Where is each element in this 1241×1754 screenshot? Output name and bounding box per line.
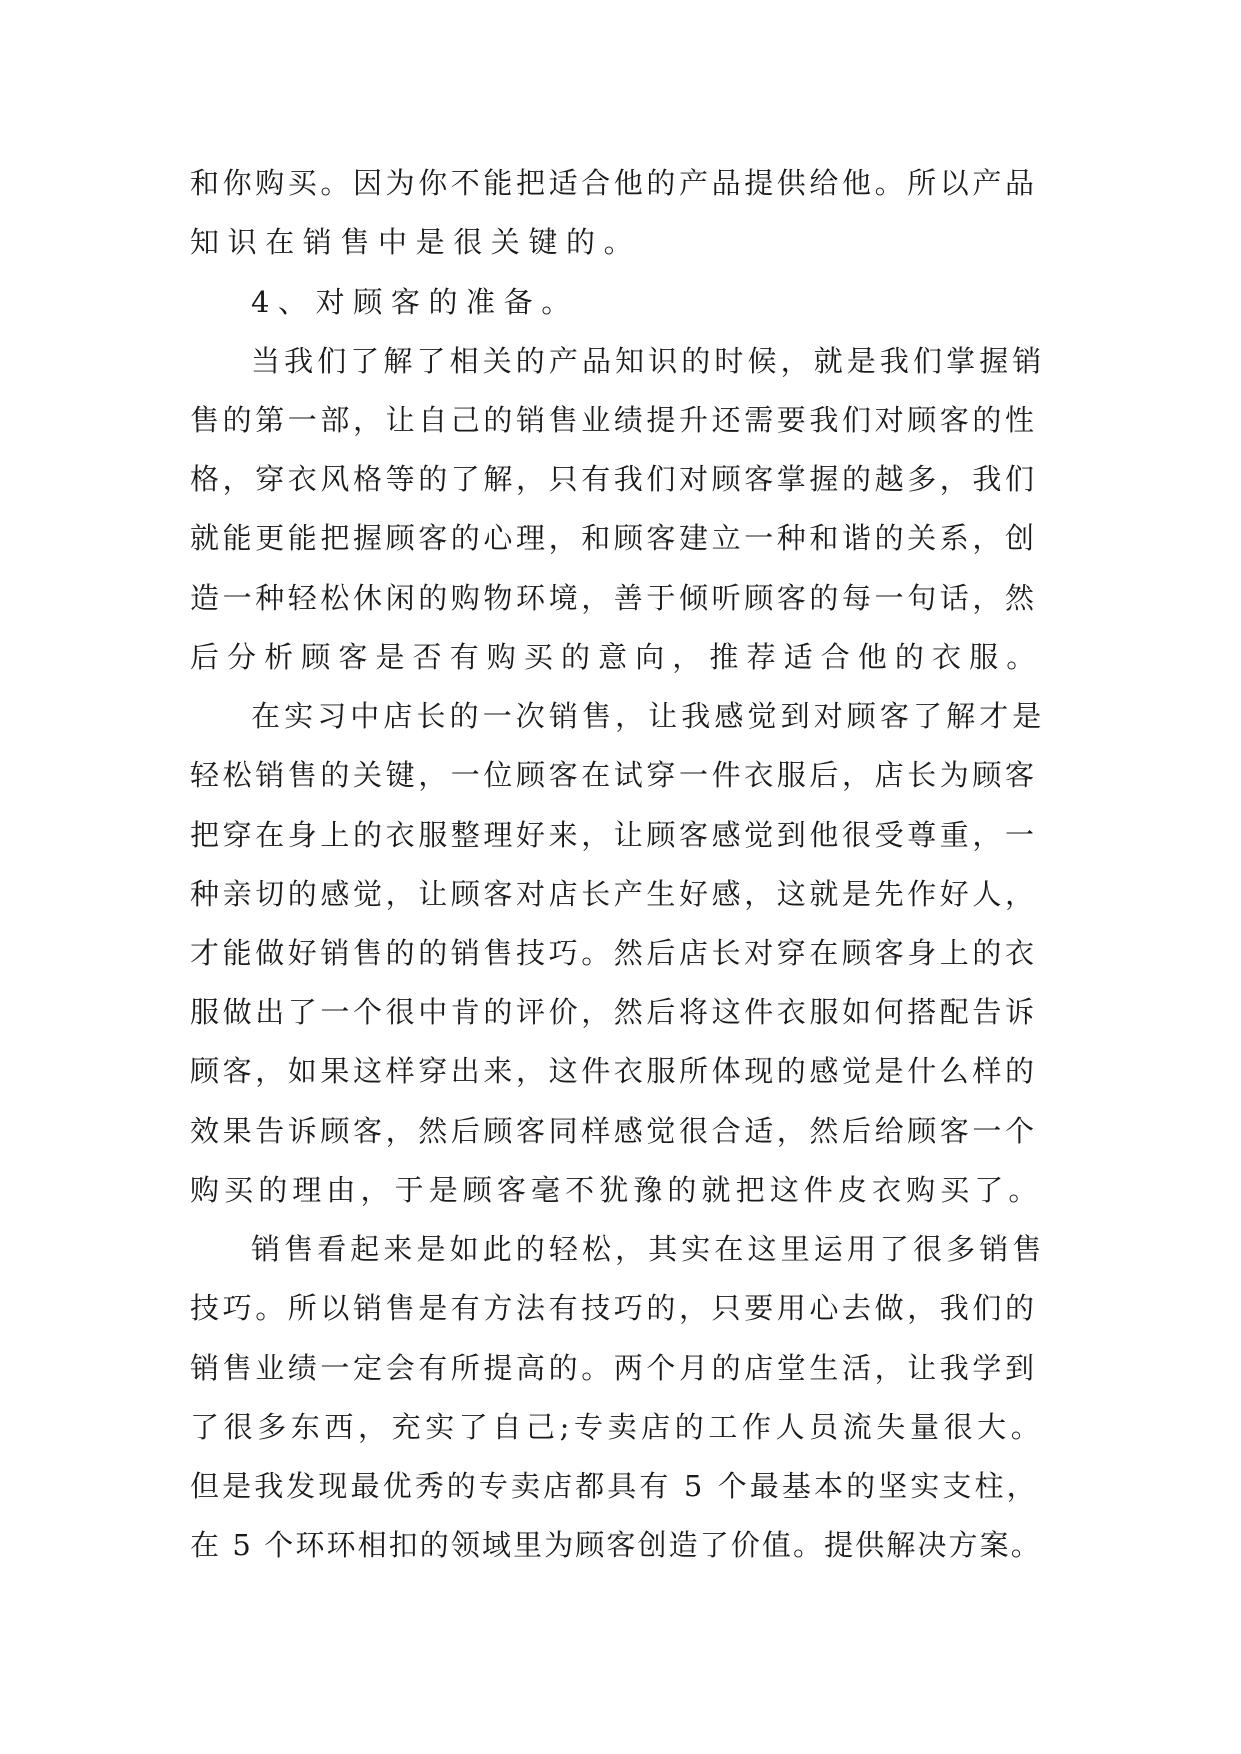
text-line: 售的第一部，让自己的销售业绩提升还需要我们对顾客的性 bbox=[190, 403, 1038, 437]
text-line: 购买的理由，于是顾客毫不犹豫的就把这件皮衣购买了。 bbox=[190, 1173, 1043, 1207]
text-line: 格，穿衣风格等的了解，只有我们对顾客掌握的越多，我们 bbox=[190, 462, 1038, 496]
text-line: 服做出了一个很中肯的评价，然后将这件衣服如何搭配告诉 bbox=[190, 995, 1038, 1029]
text-line: 就能更能把握顾客的心理，和顾客建立一种和谐的关系，创 bbox=[190, 521, 1038, 555]
section-heading: 4、对顾客的准备。 bbox=[251, 285, 579, 319]
text-line: 才能做好销售的的销售技巧。然后店长对穿在顾客身上的衣 bbox=[190, 936, 1038, 970]
text-line: 在 5 个环环相扣的领域里为顾客创造了价值。提供解决方案。 bbox=[190, 1528, 1042, 1562]
text-line: 但是我发现最优秀的专卖店都具有 5 个最基本的坚实支柱， bbox=[190, 1469, 1039, 1503]
text-line: 轻松销售的关键，一位顾客在试穿一件衣服后，店长为顾客 bbox=[190, 758, 1038, 792]
text-line: 知识在销售中是很关键的。 bbox=[190, 225, 642, 259]
text-line: 效果告诉顾客，然后顾客同样感觉很合适，然后给顾客一个 bbox=[190, 1114, 1038, 1148]
text-line: 销售业绩一定会有所提高的。两个月的店堂生活，让我学到 bbox=[190, 1351, 1038, 1385]
text-line: 销售看起来是如此的轻松，其实在这里运用了很多销售 bbox=[251, 1232, 1046, 1266]
text-line: 了很多东西，充实了自己;专卖店的工作人员流失量很大。 bbox=[190, 1410, 1045, 1444]
text-line: 种亲切的感觉，让顾客对店长产生好感，这就是先作好人， bbox=[190, 877, 1038, 911]
text-line: 后分析顾客是否有购买的意向，推荐适合他的衣服。 bbox=[190, 640, 1044, 674]
text-line: 当我们了解了相关的产品知识的时候，就是我们掌握销 bbox=[251, 344, 1046, 378]
text-line: 把穿在身上的衣服整理好来，让顾客感觉到他很受尊重，一 bbox=[190, 818, 1038, 852]
text-line: 造一种轻松休闲的购物环境，善于倾听顾客的每一句话，然 bbox=[190, 581, 1038, 615]
text-line: 顾客，如果这样穿出来，这件衣服所体现的感觉是什么样的 bbox=[190, 1054, 1038, 1088]
text-line: 技巧。所以销售是有方法有技巧的，只要用心去做，我们的 bbox=[190, 1291, 1038, 1325]
text-line: 在实习中店长的一次销售，让我感觉到对顾客了解才是 bbox=[251, 699, 1046, 733]
text-line: 和你购买。因为你不能把适合他的产品提供给他。所以产品 bbox=[190, 166, 1038, 200]
